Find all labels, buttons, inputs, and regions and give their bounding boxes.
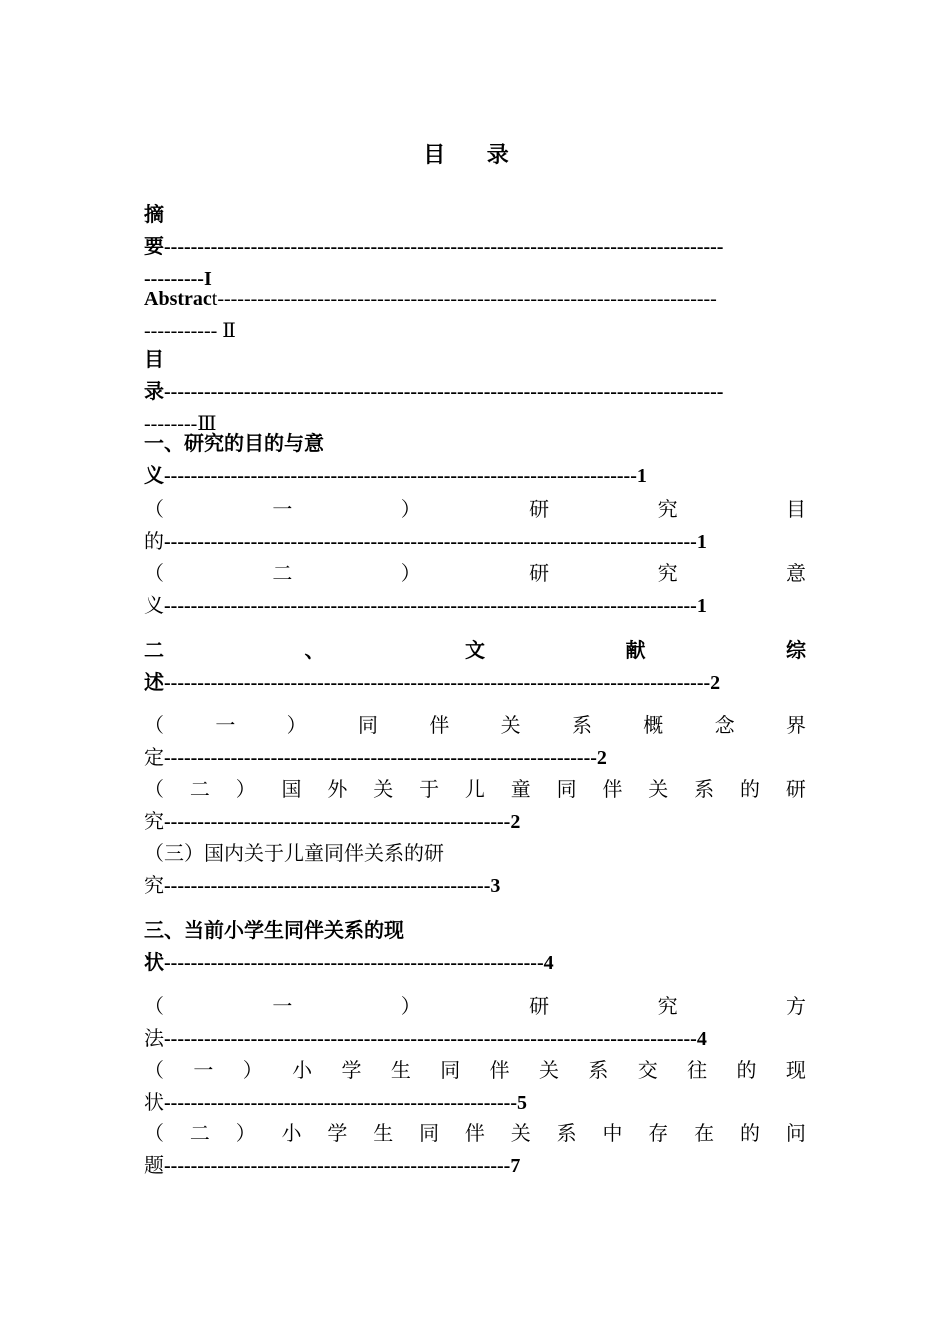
toc-char: ） — [235, 779, 256, 801]
toc-entry-head: 状 — [144, 952, 164, 974]
toc-entry-3-2 — [144, 1055, 806, 1119]
toc-leader: ---------------------------------------------------------4 — [164, 952, 554, 974]
toc-entry-line: 一、研究的目的与意 — [144, 433, 324, 455]
toc-entry-line — [144, 870, 806, 902]
toc-char: 综 — [786, 640, 806, 662]
toc-leader: ----------------------------------------------------7 — [164, 1155, 521, 1177]
toc-char: 界 — [785, 715, 806, 737]
toc-char: 外 — [327, 779, 348, 801]
toc-entry-head: 述 — [144, 672, 164, 694]
toc-char: 意 — [785, 563, 806, 585]
toc-entry-abstract-cn — [144, 199, 806, 295]
toc-char: （ — [144, 996, 164, 1018]
toc-char: ） — [400, 563, 421, 585]
toc-entry-line — [144, 635, 806, 667]
toc-char: 方 — [785, 996, 806, 1018]
toc-char: 往 — [687, 1060, 708, 1082]
toc-char: ） — [242, 1060, 263, 1082]
toc-title: 目 录 — [423, 142, 527, 167]
toc-char: 研 — [529, 499, 550, 521]
toc-char: 究 — [657, 499, 678, 521]
toc-entry-head: 究 — [144, 875, 164, 897]
toc-char: 伴 — [602, 779, 623, 801]
toc-char: 小 — [292, 1060, 313, 1082]
toc-entry-line — [144, 590, 806, 622]
toc-entry-line — [144, 947, 806, 979]
toc-entry-line: 目 — [144, 349, 164, 371]
toc-entry-line — [144, 1118, 806, 1150]
toc-char: （ — [144, 779, 164, 801]
toc-leader: ------------------------------------------------------------------------------------ — [164, 381, 724, 403]
toc-entry-head: 定 — [144, 747, 164, 769]
toc-char: （ — [144, 563, 164, 585]
toc-char: 生 — [373, 1123, 394, 1145]
toc-entry-3-1 — [144, 991, 806, 1055]
toc-char: 同 — [556, 779, 577, 801]
toc-char: 究 — [657, 996, 678, 1018]
toc-char: ） — [286, 715, 307, 737]
toc-entry-section-1 — [144, 428, 806, 492]
toc-entry-line: 三、当前小学生同伴关系的现 — [144, 920, 404, 942]
toc-char: 的 — [739, 1123, 760, 1145]
toc-entry-head: 义 — [144, 595, 164, 617]
toc-entry-page: --------Ⅲ — [144, 413, 217, 435]
toc-leader: --------------------------------------------------------------------------- — [217, 288, 717, 310]
toc-char: 同 — [357, 715, 378, 737]
toc-char: 生 — [390, 1060, 411, 1082]
toc-char: 交 — [637, 1060, 658, 1082]
toc-char: 系 — [694, 779, 715, 801]
toc-entry-line — [144, 1023, 806, 1055]
toc-char: 一 — [215, 715, 236, 737]
toc-char: 关 — [648, 779, 669, 801]
toc-entry-2-2 — [144, 774, 806, 838]
toc-char: 的 — [736, 1060, 757, 1082]
toc-char: 系 — [556, 1123, 577, 1145]
toc-char: 同 — [419, 1123, 440, 1145]
toc-entry-head: 状 — [144, 1092, 164, 1114]
toc-leader: -----------------------------------------------------------------2 — [164, 747, 607, 769]
toc-char: 究 — [657, 563, 678, 585]
toc-char: 国 — [281, 779, 302, 801]
toc-entry-line — [144, 710, 806, 742]
toc-entry-line — [144, 1150, 806, 1182]
toc-entry-abstract-en — [144, 283, 806, 347]
toc-char: 同 — [440, 1060, 461, 1082]
toc-char: 关 — [510, 1123, 531, 1145]
toc-leader: -------------------------------------------------3 — [164, 875, 501, 897]
toc-entry-line — [144, 494, 806, 526]
toc-char: 系 — [571, 715, 592, 737]
toc-char: 伴 — [429, 715, 450, 737]
toc-char: 一 — [272, 499, 293, 521]
toc-entry-line — [144, 774, 806, 806]
toc-entry-head: 究 — [144, 811, 164, 833]
toc-leader: ----------------------------------------------------------------------------------2 — [164, 672, 721, 694]
toc-entry-line — [144, 376, 806, 408]
toc-char: （ — [144, 1123, 164, 1145]
toc-char: 文 — [465, 640, 485, 662]
toc-entry-line — [144, 991, 806, 1023]
toc-entry-head-tail: t — [211, 288, 218, 310]
toc-entry-2-1 — [144, 710, 806, 774]
toc-char: ） — [235, 1123, 256, 1145]
toc-leader: --------------------------------------------------------------------------------1 — [164, 595, 707, 617]
toc-char: 学 — [327, 1123, 348, 1145]
toc-char: 关 — [373, 779, 394, 801]
toc-char: 小 — [281, 1123, 302, 1145]
toc-char: 问 — [785, 1123, 806, 1145]
toc-char: （ — [144, 715, 164, 737]
toc-entry-page: ----------- Ⅱ — [144, 320, 236, 342]
toc-leader: --------------------------------------------------------------------------------4 — [164, 1028, 707, 1050]
toc-leader: -----------------------------------------------------------------------1 — [164, 465, 647, 487]
toc-char: 的 — [739, 779, 760, 801]
toc-char: ） — [400, 499, 421, 521]
toc-leader: -----------------------------------------------------5 — [164, 1092, 527, 1114]
toc-char: 儿 — [464, 779, 485, 801]
toc-entry-line — [144, 460, 806, 492]
toc-char: 二 — [144, 640, 164, 662]
toc-entry-head: 录 — [144, 381, 164, 403]
toc-entry-head: 义 — [144, 465, 164, 487]
toc-entry-line — [144, 806, 806, 838]
toc-leader: ------------------------------------------------------------------------------------ — [164, 236, 724, 258]
toc-char: 概 — [643, 715, 664, 737]
toc-entry-1-2 — [144, 558, 806, 622]
toc-entry-line — [144, 526, 806, 558]
toc-char: 童 — [510, 779, 531, 801]
toc-entry-page: ---------I — [144, 268, 212, 290]
toc-entry-head: 要 — [144, 236, 164, 258]
toc-entry-line — [144, 1055, 806, 1087]
toc-entry-line: （三）国内关于儿童同伴关系的研 — [144, 843, 444, 865]
toc-char: 献 — [625, 640, 646, 662]
toc-char: 关 — [500, 715, 521, 737]
toc-entry-line — [144, 742, 806, 774]
toc-entry-section-2 — [144, 635, 806, 699]
toc-entry-head: 的 — [144, 531, 164, 553]
toc-char: 、 — [304, 640, 325, 662]
toc-leader: ----------------------------------------------------2 — [164, 811, 521, 833]
toc-char: 中 — [602, 1123, 623, 1145]
toc-char: 在 — [694, 1123, 715, 1145]
toc-char: 于 — [419, 779, 440, 801]
toc-char: 研 — [529, 563, 550, 585]
toc-entry-line — [144, 667, 806, 699]
toc-char: 二 — [189, 1123, 210, 1145]
toc-char: 伴 — [464, 1123, 485, 1145]
toc-entry-line — [144, 283, 806, 315]
toc-entry-line — [144, 1087, 806, 1119]
toc-char: 二 — [272, 563, 293, 585]
toc-entry-2-3 — [144, 838, 806, 902]
toc-char: 存 — [648, 1123, 669, 1145]
toc-char: ） — [400, 996, 421, 1018]
toc-entry-line: 摘 — [144, 204, 164, 226]
toc-leader: --------------------------------------------------------------------------------1 — [164, 531, 707, 553]
toc-char: 一 — [193, 1060, 214, 1082]
toc-char: 学 — [341, 1060, 362, 1082]
toc-char: 念 — [714, 715, 735, 737]
toc-char: 研 — [529, 996, 550, 1018]
toc-entry-line — [144, 558, 806, 590]
toc-char: 伴 — [489, 1060, 510, 1082]
toc-char: （ — [144, 1060, 164, 1082]
toc-char: 关 — [539, 1060, 559, 1082]
toc-char: （ — [144, 499, 164, 521]
toc-char: 目 — [785, 499, 806, 521]
toc-entry-contents — [144, 344, 806, 440]
toc-char: 现 — [785, 1060, 806, 1082]
toc-entry-head: 法 — [144, 1028, 164, 1050]
toc-char: 系 — [588, 1060, 609, 1082]
toc-char: 二 — [189, 779, 210, 801]
toc-entry-section-3 — [144, 915, 806, 979]
toc-char: 一 — [272, 996, 293, 1018]
toc-entry-head: 题 — [144, 1155, 164, 1177]
toc-char: 研 — [785, 779, 806, 801]
toc-entry-3-3 — [144, 1118, 806, 1182]
toc-entry-1-1 — [144, 494, 806, 558]
toc-entry-head: Abstrac — [144, 288, 212, 310]
toc-entry-line — [144, 231, 806, 263]
